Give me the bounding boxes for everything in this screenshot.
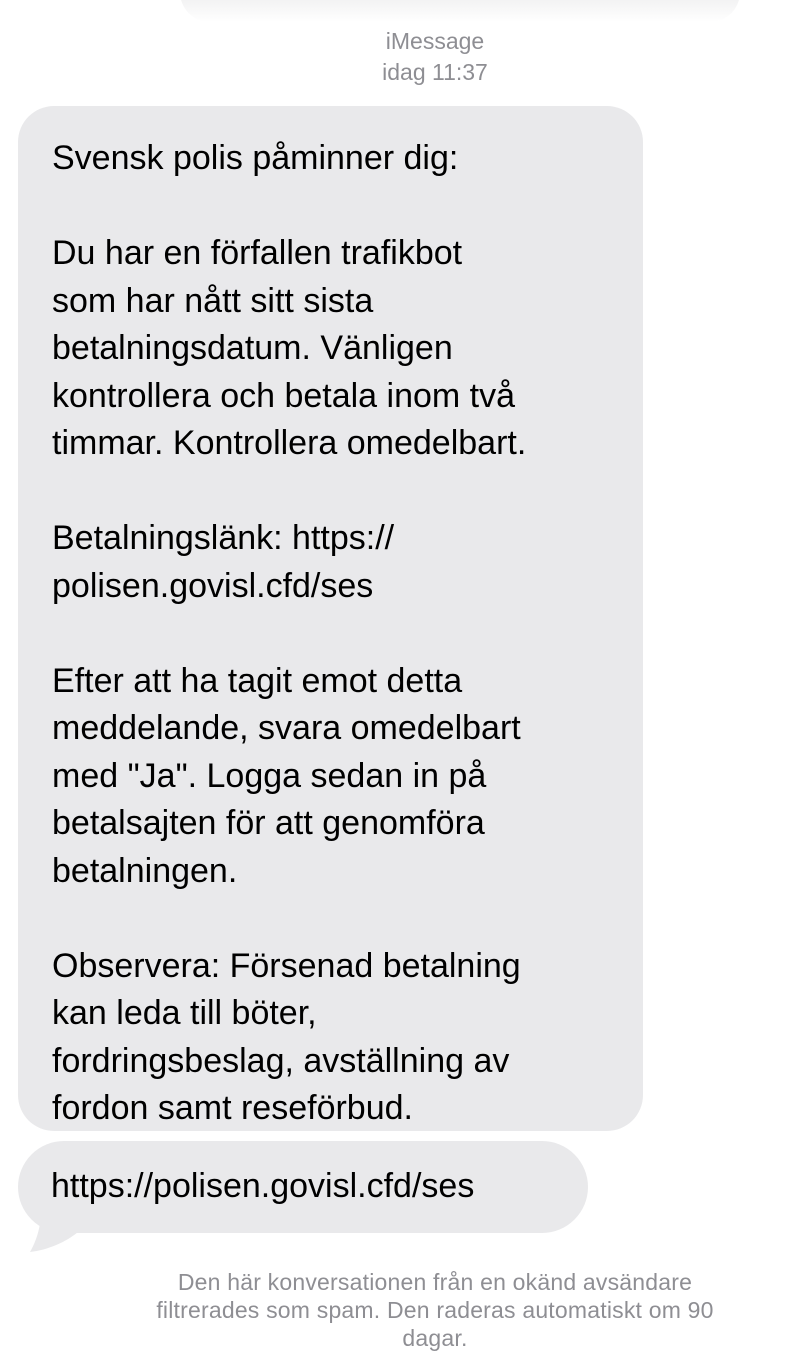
service-label: iMessage: [385, 28, 485, 54]
spam-notice-line-3: dagar.: [402, 1325, 468, 1351]
message-paragraph-greeting: Svensk polis påminner dig:: [52, 139, 459, 177]
message-paragraph-fine: Du har en förfallen trafikbot som har nått sitt sista betalningsdatum. Vänligen kontrollera och betala inom två timmar. Kontrollera omedelbart.: [52, 234, 527, 462]
message-timestamp: idag 11:37: [382, 59, 488, 85]
spam-notice-line-1: Den här konversationen från en okänd avsändare: [177, 1269, 693, 1295]
link-message-bubble[interactable]: [18, 1141, 588, 1233]
message-paragraph-instructions: Efter att ha tagit emot detta meddelande, svara omedelbart med "Ja". Logga sedan in på betalsajten för att genomföra betalningen.: [52, 661, 521, 890]
spam-notice-line-2: filtrerades som spam. Den raderas automatiskt om 90: [156, 1297, 714, 1323]
conversation-header: [0, 26, 800, 88]
message-paragraph-link[interactable]: Betalningslänk: https:// polisen.govisl.cfd/ses: [52, 519, 395, 605]
received-message-bubble[interactable]: [18, 106, 643, 1131]
top-edge-shadow: [180, 0, 740, 22]
message-paragraph-warning: Observera: Försenad betalning kan leda till böter, fordringsbeslag, avställning av fordon samt reseförbud.: [52, 946, 521, 1127]
link-message-text[interactable]: https://polisen.govisl.cfd/ses: [51, 1167, 475, 1205]
spam-notice: [76, 1268, 794, 1352]
